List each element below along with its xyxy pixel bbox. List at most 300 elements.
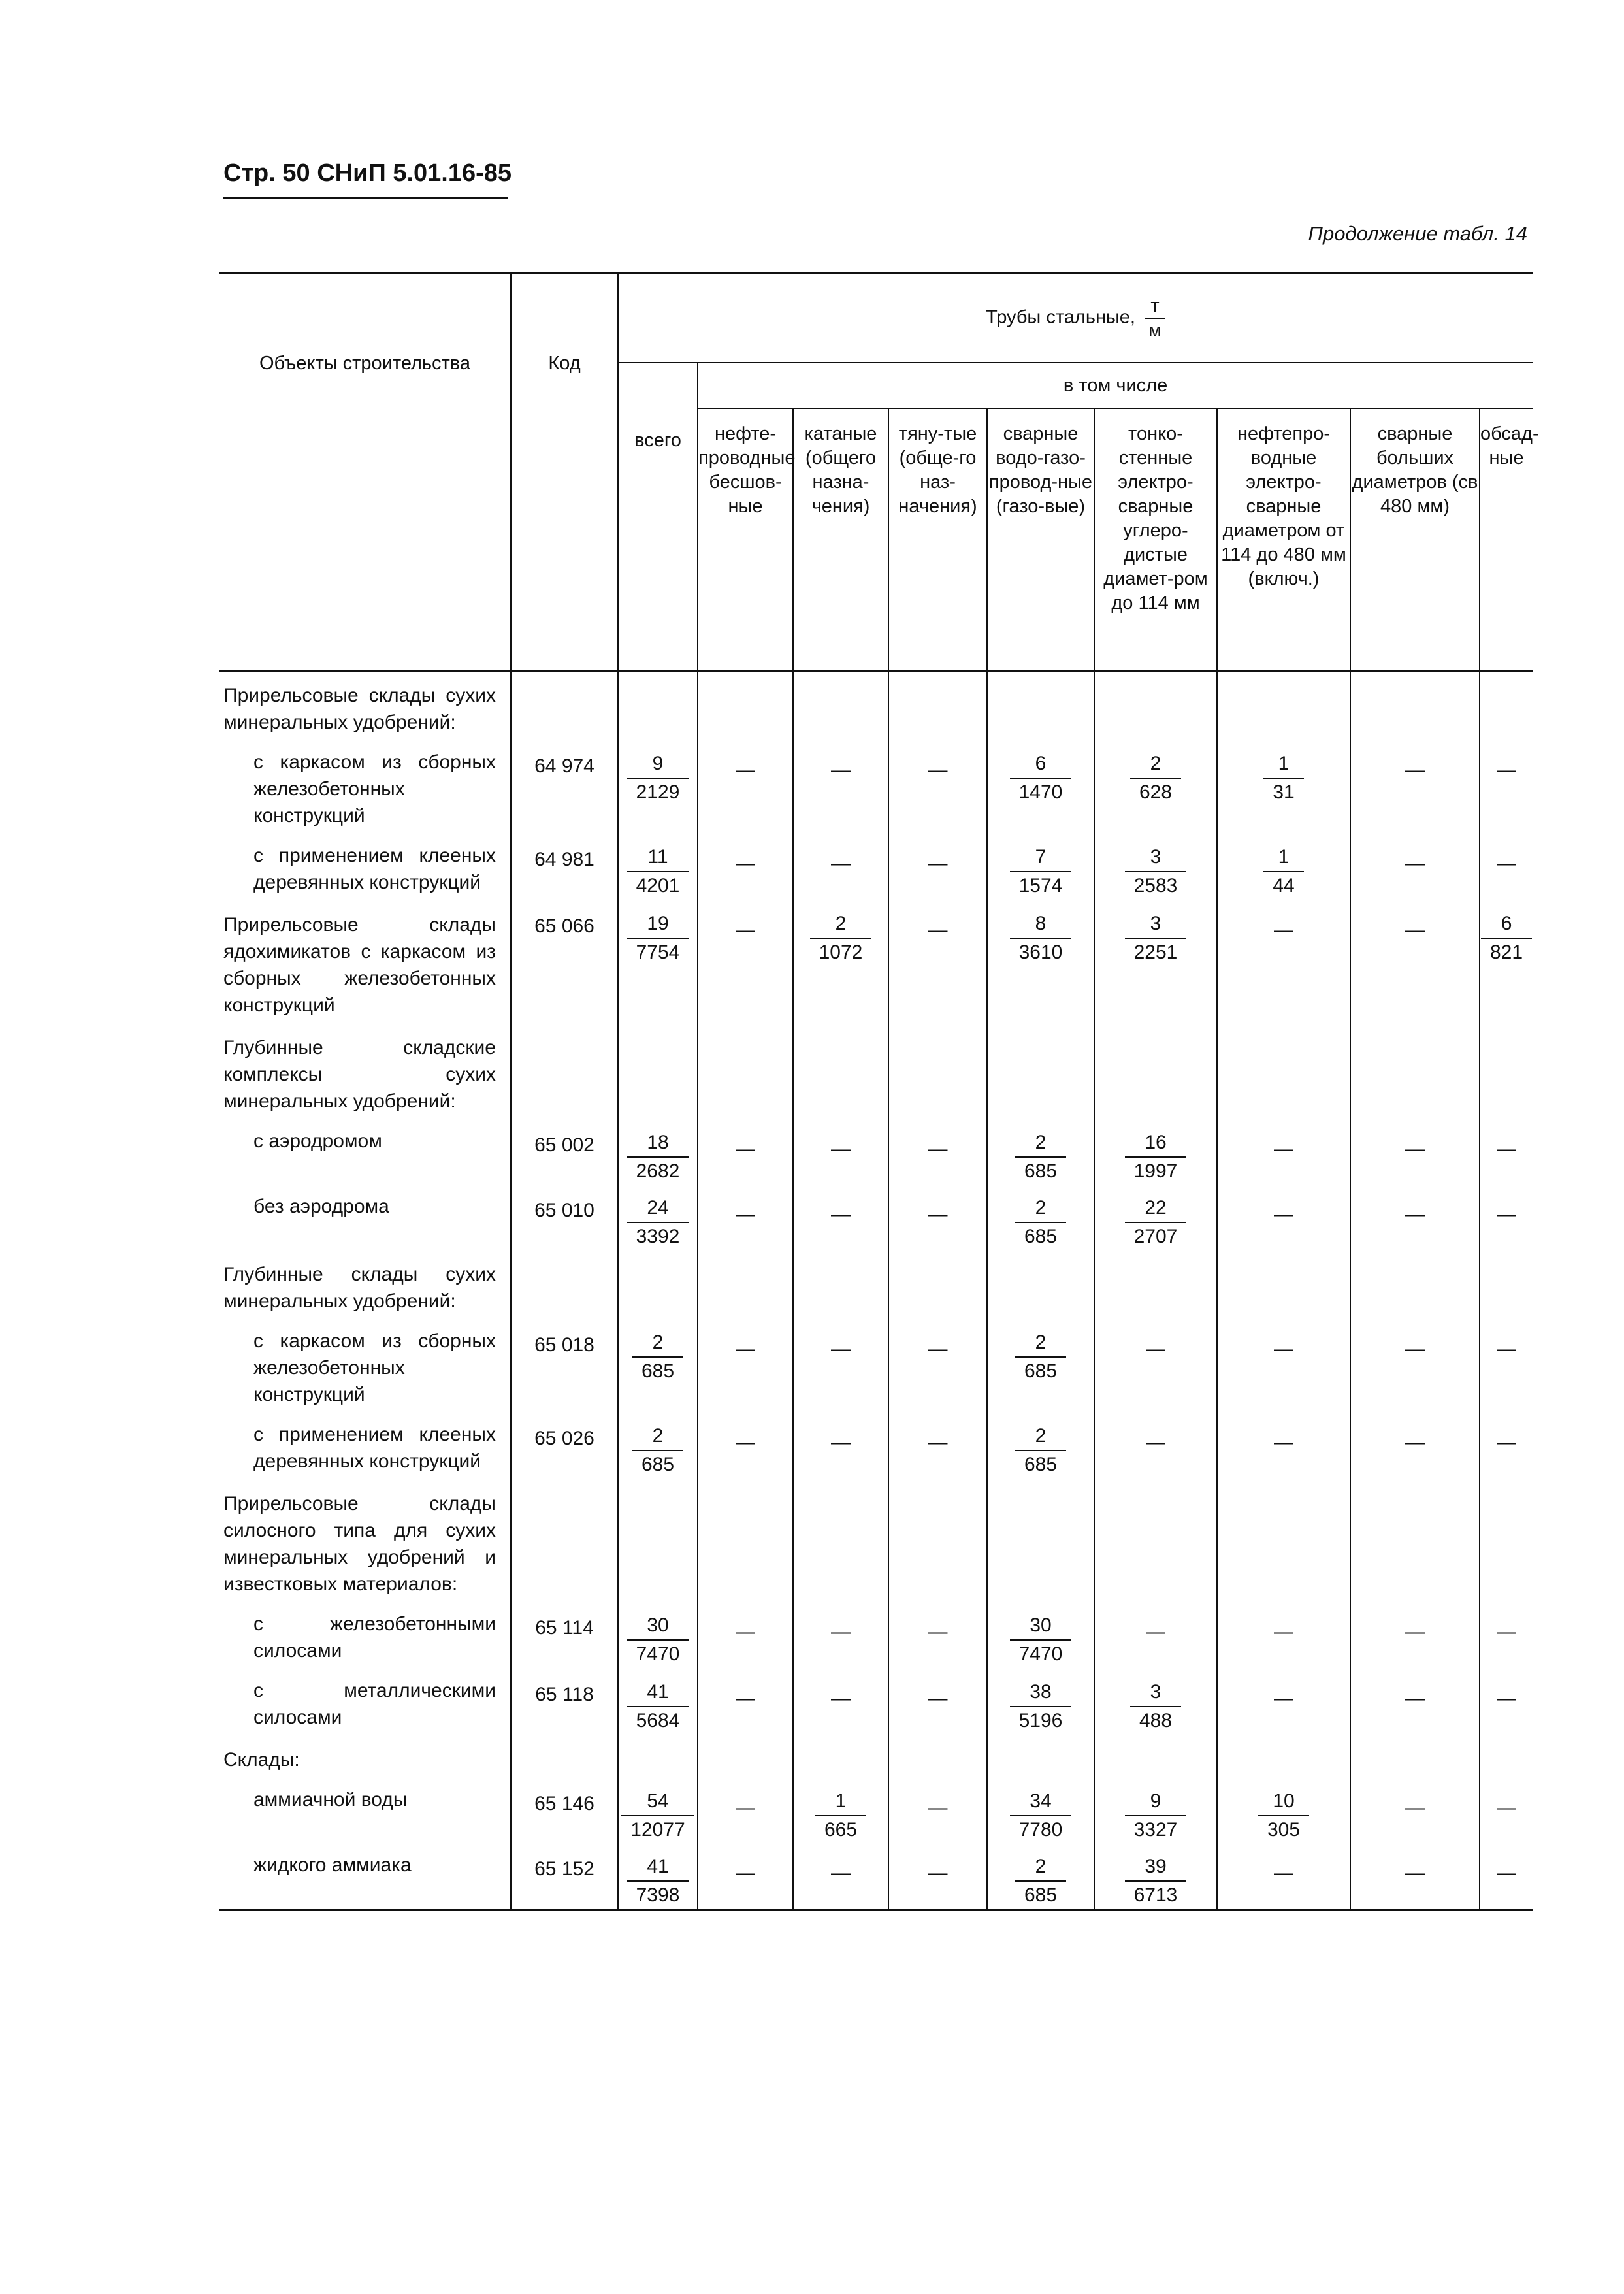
cell-sub-6 bbox=[1217, 741, 1350, 834]
cell-sub-3 bbox=[888, 1185, 987, 1251]
column-header-including: в том числе bbox=[698, 363, 1533, 408]
table-row bbox=[219, 834, 1533, 901]
empty-value-dash: — bbox=[1405, 919, 1425, 941]
value-fraction bbox=[621, 1788, 694, 1844]
cell-sub-8 bbox=[1480, 1736, 1533, 1778]
value-fraction bbox=[627, 910, 689, 966]
column-header-objects: Объекты строительства bbox=[219, 274, 511, 672]
section-heading: Глубинные склады сухих минеральных удобрений: bbox=[223, 1264, 496, 1312]
value-meters: 12077 bbox=[630, 1819, 685, 1841]
column-header-sub-5: тонко-стенные электро-сварные углеро-дистые диамет-ром до 114 мм bbox=[1094, 408, 1217, 671]
object-code bbox=[511, 1736, 618, 1778]
empty-value-dash: — bbox=[831, 1862, 851, 1884]
value-fraction bbox=[627, 1129, 689, 1185]
column-header-steel-pipes bbox=[618, 274, 1533, 363]
empty-value-dash: — bbox=[1405, 1862, 1425, 1884]
empty-value-dash: — bbox=[1274, 1204, 1293, 1225]
steel-pipes-label: Трубы стальные, bbox=[986, 306, 1135, 328]
column-header-sub-8: обсад-ные bbox=[1480, 408, 1533, 671]
value-fraction bbox=[627, 1853, 689, 1909]
value-meters: 4201 bbox=[636, 875, 680, 896]
value-fraction bbox=[627, 1612, 689, 1668]
cell-total bbox=[618, 834, 698, 901]
cell-sub-6 bbox=[1217, 1185, 1350, 1251]
empty-value-dash: — bbox=[736, 1138, 755, 1160]
cell-sub-3 bbox=[888, 671, 987, 741]
value-tonnes: 3 bbox=[1125, 910, 1187, 939]
cell-sub-6 bbox=[1217, 1844, 1350, 1910]
section-heading: Прирельсовые склады силосного типа для сухих минеральных удобрений и известковых материалов: bbox=[223, 1493, 496, 1595]
cell-sub-6 bbox=[1217, 1413, 1350, 1480]
object-code: 65 152 bbox=[511, 1844, 618, 1910]
empty-value-dash: — bbox=[831, 1138, 851, 1160]
cell-sub-1 bbox=[698, 1669, 793, 1736]
cell-sub-1 bbox=[698, 1736, 793, 1778]
empty-value-dash: — bbox=[831, 1338, 851, 1360]
cell-sub-6 bbox=[1217, 1603, 1350, 1669]
cell-sub-1 bbox=[698, 671, 793, 741]
value-fraction bbox=[1010, 750, 1072, 806]
value-tonnes: 16 bbox=[1125, 1129, 1187, 1158]
cell-sub-2 bbox=[793, 1736, 888, 1778]
value-fraction bbox=[1015, 1129, 1066, 1185]
cell-sub-7 bbox=[1350, 1251, 1480, 1320]
object-code: 64 981 bbox=[511, 834, 618, 901]
cell-sub-2 bbox=[793, 1320, 888, 1413]
empty-value-dash: — bbox=[1405, 1432, 1425, 1453]
cell-sub-3 bbox=[888, 1024, 987, 1120]
cell-sub-5 bbox=[1094, 671, 1217, 741]
cell-sub-8 bbox=[1480, 1603, 1533, 1669]
unit-tonnes: т bbox=[1145, 294, 1165, 319]
value-tonnes: 8 bbox=[1010, 910, 1072, 939]
empty-value-dash: — bbox=[1274, 1621, 1293, 1643]
cell-sub-6 bbox=[1217, 1251, 1350, 1320]
empty-value-dash: — bbox=[736, 1204, 755, 1225]
empty-value-dash: — bbox=[1497, 1688, 1517, 1709]
value-fraction bbox=[1130, 1679, 1181, 1735]
cell-sub-6 bbox=[1217, 1778, 1350, 1844]
value-fraction bbox=[1481, 910, 1532, 966]
value-meters: 3327 bbox=[1133, 1819, 1178, 1841]
cell-total bbox=[618, 1844, 698, 1910]
value-meters: 488 bbox=[1139, 1710, 1173, 1731]
value-tonnes: 18 bbox=[627, 1129, 689, 1158]
cell-sub-6 bbox=[1217, 671, 1350, 741]
cell-sub-7 bbox=[1350, 1024, 1480, 1120]
cell-sub-2 bbox=[793, 1480, 888, 1603]
cell-sub-8 bbox=[1480, 1669, 1533, 1736]
cell-sub-8 bbox=[1480, 834, 1533, 901]
cell-sub-5 bbox=[1094, 741, 1217, 834]
value-fraction bbox=[627, 844, 689, 900]
table-row bbox=[219, 1120, 1533, 1185]
empty-value-dash: — bbox=[928, 1621, 948, 1643]
value-tonnes: 3 bbox=[1130, 1679, 1181, 1707]
value-meters: 1470 bbox=[1018, 781, 1063, 803]
value-tonnes: 24 bbox=[627, 1194, 689, 1223]
value-fraction bbox=[1010, 1679, 1072, 1735]
section-heading: Прирельсовые склады сухих минеральных удобрений: bbox=[223, 685, 496, 733]
cell-sub-1 bbox=[698, 1120, 793, 1185]
table-row bbox=[219, 1185, 1533, 1251]
empty-value-dash: — bbox=[1405, 1204, 1425, 1225]
cell-sub-6 bbox=[1217, 1320, 1350, 1413]
cell-total bbox=[618, 1251, 698, 1320]
empty-value-dash: — bbox=[1405, 1688, 1425, 1709]
object-name: с применением клееных деревянных конструкций bbox=[253, 845, 496, 893]
cell-sub-7 bbox=[1350, 741, 1480, 834]
object-code: 65 146 bbox=[511, 1778, 618, 1844]
value-tonnes: 30 bbox=[627, 1612, 689, 1641]
value-fraction bbox=[1125, 1788, 1187, 1844]
cell-sub-2 bbox=[793, 1185, 888, 1251]
value-fraction bbox=[1125, 1129, 1187, 1185]
object-name: аммиачной воды bbox=[253, 1789, 408, 1811]
column-header-sub-7: сварные больших диаметров (св 480 мм) bbox=[1350, 408, 1480, 671]
cell-sub-2 bbox=[793, 1413, 888, 1480]
cell-sub-7 bbox=[1350, 1669, 1480, 1736]
cell-sub-7 bbox=[1350, 1480, 1480, 1603]
empty-value-dash: — bbox=[831, 1432, 851, 1453]
empty-value-dash: — bbox=[831, 1204, 851, 1225]
object-code: 65 002 bbox=[511, 1120, 618, 1185]
column-header-total: всего bbox=[618, 363, 698, 671]
value-tonnes: 10 bbox=[1258, 1788, 1309, 1816]
object-name: жидкого аммиака bbox=[219, 1844, 511, 1910]
cell-sub-3 bbox=[888, 834, 987, 901]
value-fraction bbox=[1125, 1194, 1187, 1251]
value-meters: 7470 bbox=[1018, 1643, 1063, 1665]
cell-total bbox=[618, 671, 698, 741]
column-header-sub-6: нефтепро-водные электро-сварные диаметром от 114 до 480 мм (включ.) bbox=[1217, 408, 1350, 671]
value-meters: 665 bbox=[824, 1819, 858, 1841]
empty-value-dash: — bbox=[1274, 1432, 1293, 1453]
value-tonnes: 1 bbox=[1263, 844, 1303, 872]
empty-value-dash: — bbox=[736, 759, 755, 781]
cell-sub-4 bbox=[987, 741, 1094, 834]
cell-sub-2 bbox=[793, 834, 888, 901]
empty-value-dash: — bbox=[928, 1138, 948, 1160]
cell-sub-7 bbox=[1350, 834, 1480, 901]
cell-sub-7 bbox=[1350, 901, 1480, 1024]
value-tonnes: 2 bbox=[1015, 1422, 1066, 1451]
object-name: без аэродрома bbox=[253, 1196, 389, 1217]
cell-total bbox=[618, 1024, 698, 1120]
empty-value-dash: — bbox=[1274, 1862, 1293, 1884]
empty-value-dash: — bbox=[736, 1688, 755, 1709]
object-name: с применением клееных деревянных конструкций bbox=[253, 1424, 496, 1472]
empty-value-dash: — bbox=[736, 1862, 755, 1884]
empty-value-dash: — bbox=[1274, 1338, 1293, 1360]
value-meters: 685 bbox=[1024, 1454, 1058, 1475]
cell-sub-8 bbox=[1480, 741, 1533, 834]
cell-sub-6 bbox=[1217, 1024, 1350, 1120]
object-name: с металлическими силосами bbox=[253, 1680, 496, 1728]
empty-value-dash: — bbox=[736, 1338, 755, 1360]
object-code bbox=[511, 1024, 618, 1120]
value-fraction bbox=[1258, 1788, 1309, 1844]
cell-sub-3 bbox=[888, 1320, 987, 1413]
table-row bbox=[219, 741, 1533, 834]
cell-total bbox=[618, 1185, 698, 1251]
value-meters: 44 bbox=[1273, 875, 1295, 896]
cell-sub-5 bbox=[1094, 1844, 1217, 1910]
cell-sub-6 bbox=[1217, 901, 1350, 1024]
cell-sub-3 bbox=[888, 1669, 987, 1736]
cell-sub-5 bbox=[1094, 1320, 1217, 1413]
cell-sub-4 bbox=[987, 1024, 1094, 1120]
value-tonnes: 6 bbox=[1481, 910, 1532, 939]
object-name: с каркасом из сборных железобетонных конструкций bbox=[253, 751, 496, 827]
empty-value-dash: — bbox=[1405, 1621, 1425, 1643]
object-code: 65 118 bbox=[511, 1669, 618, 1736]
empty-value-dash: — bbox=[831, 1688, 851, 1709]
empty-value-dash: — bbox=[1274, 919, 1293, 941]
column-header-sub-1: нефте-проводные бесшов-ные bbox=[698, 408, 793, 671]
object-code: 65 018 bbox=[511, 1320, 618, 1413]
empty-value-dash: — bbox=[1497, 1862, 1517, 1884]
cell-total bbox=[618, 901, 698, 1024]
empty-value-dash: — bbox=[1497, 1432, 1517, 1453]
cell-sub-6 bbox=[1217, 834, 1350, 901]
value-fraction bbox=[1010, 910, 1072, 966]
column-header-code: Код bbox=[511, 274, 618, 672]
value-fraction bbox=[1263, 844, 1303, 900]
section-heading: Глубинные складские комплексы сухих минеральных удобрений: bbox=[223, 1037, 496, 1112]
object-code bbox=[511, 1480, 618, 1603]
cell-sub-8 bbox=[1480, 1778, 1533, 1844]
table-continuation-label: Продолжение табл. 14 bbox=[1308, 222, 1527, 245]
unit-meters: м bbox=[1148, 320, 1161, 341]
value-meters: 685 bbox=[641, 1360, 675, 1382]
page-header: Стр. 50 СНиП 5.01.16-85 bbox=[223, 159, 512, 187]
cell-sub-8 bbox=[1480, 1413, 1533, 1480]
value-meters: 685 bbox=[1024, 1360, 1058, 1382]
cell-total bbox=[618, 1778, 698, 1844]
empty-value-dash: — bbox=[736, 919, 755, 941]
object-name: с железобетонными силосами bbox=[253, 1613, 496, 1662]
value-fraction bbox=[1125, 844, 1187, 900]
cell-sub-6 bbox=[1217, 1669, 1350, 1736]
cell-sub-1 bbox=[698, 834, 793, 901]
cell-sub-8 bbox=[1480, 1185, 1533, 1251]
cell-sub-7 bbox=[1350, 1185, 1480, 1251]
value-tonnes: 19 bbox=[627, 910, 689, 939]
value-tonnes: 7 bbox=[1010, 844, 1072, 872]
empty-value-dash: — bbox=[736, 1797, 755, 1818]
empty-value-dash: — bbox=[1146, 1621, 1165, 1643]
value-tonnes: 2 bbox=[632, 1422, 683, 1451]
cell-sub-1 bbox=[698, 1185, 793, 1251]
cell-sub-2 bbox=[793, 1120, 888, 1185]
value-meters: 1997 bbox=[1133, 1160, 1178, 1182]
object-code bbox=[511, 671, 618, 741]
value-meters: 3610 bbox=[1018, 942, 1063, 963]
empty-value-dash: — bbox=[928, 853, 948, 874]
unit-fraction bbox=[1145, 294, 1165, 342]
value-meters: 7398 bbox=[636, 1884, 680, 1906]
value-tonnes: 34 bbox=[1010, 1788, 1072, 1816]
empty-value-dash: — bbox=[928, 1338, 948, 1360]
table-row bbox=[219, 1480, 1533, 1603]
value-tonnes: 6 bbox=[1010, 750, 1072, 779]
value-fraction bbox=[1010, 844, 1072, 900]
cell-sub-5 bbox=[1094, 1480, 1217, 1603]
cell-sub-4 bbox=[987, 1844, 1094, 1910]
value-fraction bbox=[815, 1788, 866, 1844]
value-meters: 5196 bbox=[1018, 1710, 1063, 1731]
cell-sub-4 bbox=[987, 671, 1094, 741]
value-tonnes: 9 bbox=[1125, 1788, 1187, 1816]
cell-sub-6 bbox=[1217, 1120, 1350, 1185]
cell-sub-4 bbox=[987, 1736, 1094, 1778]
value-tonnes: 2 bbox=[632, 1329, 683, 1358]
value-tonnes: 54 bbox=[621, 1788, 694, 1816]
cell-sub-5 bbox=[1094, 834, 1217, 901]
cell-sub-2 bbox=[793, 901, 888, 1024]
cell-sub-5 bbox=[1094, 1778, 1217, 1844]
cell-sub-3 bbox=[888, 1480, 987, 1603]
value-tonnes: 41 bbox=[627, 1853, 689, 1882]
cell-sub-4 bbox=[987, 1413, 1094, 1480]
value-meters: 2251 bbox=[1133, 942, 1178, 963]
header-underline bbox=[223, 197, 508, 199]
cell-sub-2 bbox=[793, 1251, 888, 1320]
value-tonnes: 1 bbox=[815, 1788, 866, 1816]
cell-sub-4 bbox=[987, 834, 1094, 901]
value-tonnes: 9 bbox=[627, 750, 689, 779]
value-fraction bbox=[1010, 1612, 1072, 1668]
value-meters: 305 bbox=[1267, 1819, 1301, 1841]
empty-value-dash: — bbox=[1405, 1138, 1425, 1160]
cell-sub-4 bbox=[987, 1320, 1094, 1413]
value-fraction bbox=[1263, 750, 1303, 806]
value-fraction bbox=[627, 750, 689, 806]
table-row bbox=[219, 671, 1533, 741]
object-name: с аэродромом bbox=[253, 1130, 382, 1152]
value-fraction bbox=[1125, 1853, 1187, 1909]
cell-sub-1 bbox=[698, 1844, 793, 1910]
value-fraction bbox=[632, 1329, 683, 1385]
value-meters: 7754 bbox=[636, 942, 680, 963]
empty-value-dash: — bbox=[1146, 1338, 1165, 1360]
empty-value-dash: — bbox=[1497, 1338, 1517, 1360]
value-meters: 628 bbox=[1139, 781, 1173, 803]
cell-sub-8 bbox=[1480, 1251, 1533, 1320]
empty-value-dash: — bbox=[1497, 1204, 1517, 1225]
cell-sub-1 bbox=[698, 1320, 793, 1413]
cell-sub-5 bbox=[1094, 901, 1217, 1024]
value-meters: 3392 bbox=[636, 1226, 680, 1247]
column-header-sub-4: сварные водо-газо-провод-ные (газо-вые) bbox=[987, 408, 1094, 671]
value-fraction bbox=[1015, 1329, 1066, 1385]
cell-sub-1 bbox=[698, 1778, 793, 1844]
cell-sub-1 bbox=[698, 1024, 793, 1120]
table-row bbox=[219, 1603, 1533, 1669]
cell-sub-1 bbox=[698, 1251, 793, 1320]
value-meters: 685 bbox=[641, 1454, 675, 1475]
cell-sub-8 bbox=[1480, 1320, 1533, 1413]
empty-value-dash: — bbox=[736, 853, 755, 874]
table-row bbox=[219, 1251, 1533, 1320]
cell-sub-5 bbox=[1094, 1185, 1217, 1251]
value-meters: 821 bbox=[1490, 942, 1523, 963]
cell-sub-8 bbox=[1480, 1844, 1533, 1910]
value-tonnes: 2 bbox=[1015, 1194, 1066, 1223]
value-fraction bbox=[627, 1679, 689, 1735]
steel-pipes-table bbox=[219, 272, 1539, 1911]
cell-sub-4 bbox=[987, 1669, 1094, 1736]
empty-value-dash: — bbox=[928, 1797, 948, 1818]
value-tonnes: 41 bbox=[627, 1679, 689, 1707]
cell-sub-1 bbox=[698, 1413, 793, 1480]
object-code bbox=[511, 1251, 618, 1320]
cell-total bbox=[618, 1480, 698, 1603]
value-tonnes: 30 bbox=[1010, 1612, 1072, 1641]
empty-value-dash: — bbox=[1497, 853, 1517, 874]
value-fraction bbox=[1015, 1194, 1066, 1251]
cell-sub-1 bbox=[698, 1480, 793, 1603]
value-meters: 685 bbox=[1024, 1160, 1058, 1182]
cell-total bbox=[618, 741, 698, 834]
cell-sub-4 bbox=[987, 1251, 1094, 1320]
cell-sub-4 bbox=[987, 901, 1094, 1024]
cell-sub-8 bbox=[1480, 1024, 1533, 1120]
cell-sub-7 bbox=[1350, 1120, 1480, 1185]
cell-total bbox=[618, 1120, 698, 1185]
cell-total bbox=[618, 1413, 698, 1480]
empty-value-dash: — bbox=[1146, 1432, 1165, 1453]
section-heading: Склады: bbox=[223, 1749, 300, 1771]
value-tonnes: 22 bbox=[1125, 1194, 1187, 1223]
value-tonnes: 2 bbox=[1130, 750, 1181, 779]
cell-sub-7 bbox=[1350, 1844, 1480, 1910]
empty-value-dash: — bbox=[1405, 1797, 1425, 1818]
cell-total bbox=[618, 1320, 698, 1413]
cell-sub-2 bbox=[793, 741, 888, 834]
cell-sub-1 bbox=[698, 741, 793, 834]
value-tonnes: 2 bbox=[1015, 1329, 1066, 1358]
object-code: 65 114 bbox=[511, 1603, 618, 1669]
cell-sub-7 bbox=[1350, 671, 1480, 741]
object-name: с каркасом из сборных железобетонных конструкций bbox=[253, 1330, 496, 1405]
cell-sub-3 bbox=[888, 1603, 987, 1669]
cell-sub-5 bbox=[1094, 1669, 1217, 1736]
cell-sub-3 bbox=[888, 901, 987, 1024]
table-row bbox=[219, 1413, 1533, 1480]
table-row bbox=[219, 1024, 1533, 1120]
cell-sub-1 bbox=[698, 901, 793, 1024]
empty-value-dash: — bbox=[928, 1862, 948, 1884]
cell-sub-7 bbox=[1350, 1778, 1480, 1844]
value-tonnes: 2 bbox=[1015, 1853, 1066, 1882]
object-code: 64 974 bbox=[511, 741, 618, 834]
table-row bbox=[219, 1736, 1533, 1778]
value-meters: 685 bbox=[1024, 1884, 1058, 1906]
empty-value-dash: — bbox=[1274, 1688, 1293, 1709]
empty-value-dash: — bbox=[1497, 1797, 1517, 1818]
value-meters: 7470 bbox=[636, 1643, 680, 1665]
empty-value-dash: — bbox=[831, 853, 851, 874]
cell-sub-2 bbox=[793, 1778, 888, 1844]
column-header-sub-2: катаные (общего назна-чения) bbox=[793, 408, 888, 671]
cell-sub-2 bbox=[793, 1669, 888, 1736]
value-meters: 31 bbox=[1273, 781, 1295, 803]
cell-sub-3 bbox=[888, 1251, 987, 1320]
column-header-sub-3: тяну-тые (обще-го наз-начения) bbox=[888, 408, 987, 671]
empty-value-dash: — bbox=[928, 919, 948, 941]
